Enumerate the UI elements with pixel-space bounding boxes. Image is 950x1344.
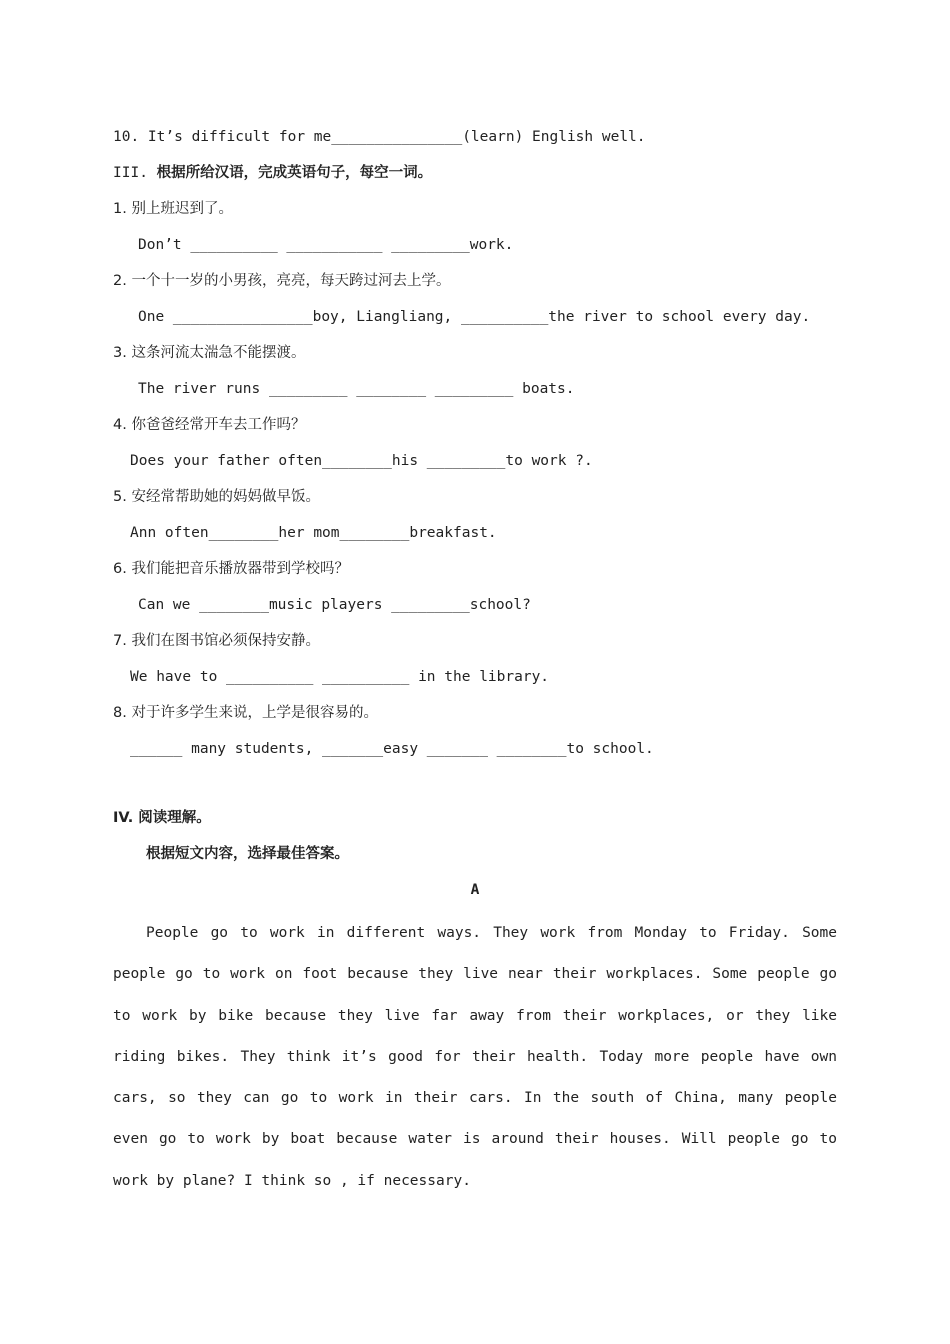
item-5-english: Ann often________her mom________breakfast. (130, 525, 497, 541)
reading-passage (113, 913, 837, 1202)
item-8-chinese: 8. 对于许多学生来说，上学是很容易的。 (113, 705, 378, 721)
item-4-english: Does your father often________his _________to work ?. (130, 453, 593, 469)
section-3-title: 根据所给汉语，完成英语句子，每空一词。 (156, 165, 433, 181)
item-3-english: The river runs _________ ________ _________ boats. (138, 381, 575, 397)
item-6-english: Can we ________music players _________school? (138, 597, 531, 613)
passage-text: People go to work in different ways. They work from Monday to Friday. Some people go to work on foot because they live near their workplaces. Some people go to work by bike because they live far away from their workplaces, or they like riding bikes. They think it’s good for their health. Today more people have own cars, so they can go to work in their cars. In the south of China, many people even go to work by boat because water is around their houses. Will people go to work by plane? I think so , if necessary. (113, 925, 837, 1189)
question-10: 10. It’s difficult for me_______________(learn) English well. (113, 129, 646, 145)
item-1-english: Don’t __________ ___________ _________work. (138, 237, 514, 253)
section-3-heading (113, 163, 432, 183)
item-2-chinese: 2. 一个十一岁的小男孩，亮亮，每天跨过河去上学。 (113, 273, 451, 289)
section-4-instruction: 根据短文内容，选择最佳答案。 (146, 846, 349, 862)
passage-label: A (470, 882, 480, 898)
item-6-chinese: 6. 我们能把音乐播放器带到学校吗？ (113, 561, 349, 577)
item-4-chinese: 4. 你爸爸经常开车去工作吗？ (113, 417, 306, 433)
section-4-heading: IV. 阅读理解。 (113, 810, 211, 826)
item-7-english: We have to __________ __________ in the library. (130, 669, 550, 685)
item-1-chinese: 1. 别上班迟到了。 (113, 201, 233, 217)
item-3-chinese: 3. 这条河流太湍急不能摆渡。 (113, 345, 306, 361)
item-2-english: One ________________boy, Liangliang, __________the river to school every day. (138, 309, 811, 325)
item-8-english: ______ many students, _______easy _______ ________to school. (130, 741, 654, 757)
section-3-number: III. (113, 165, 157, 181)
item-7-chinese: 7. 我们在图书馆必须保持安静。 (113, 633, 320, 649)
item-5-chinese: 5. 安经常帮助她的妈妈做早饭。 (113, 489, 320, 505)
